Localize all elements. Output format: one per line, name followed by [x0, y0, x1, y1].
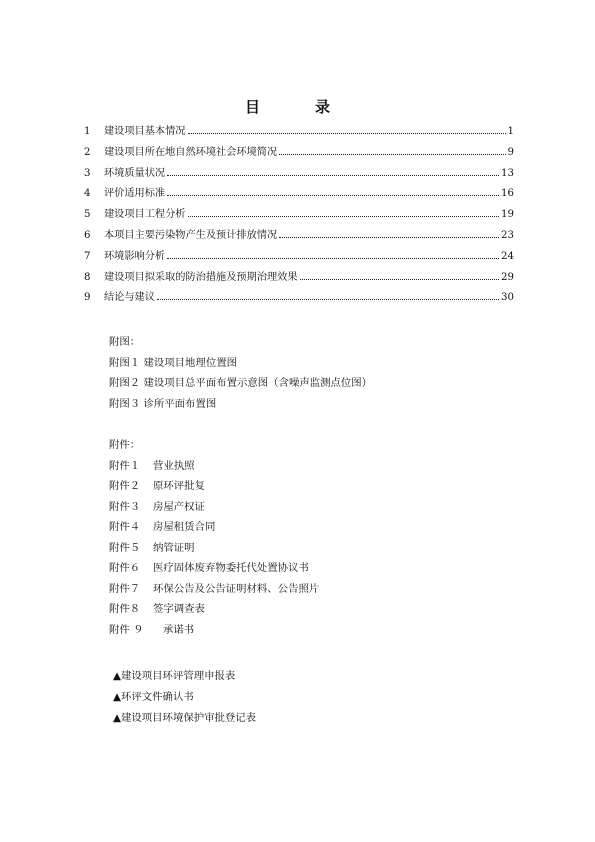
attachment-label: 附件５ — [109, 541, 141, 554]
attachment-name: 房屋租赁合同 — [153, 521, 216, 533]
attachment-item — [109, 559, 319, 580]
toc-leader — [167, 187, 499, 196]
attachment-label: 附件６ — [109, 562, 141, 574]
figure-item: 附图２ 建设项目总平面布置示意图（含噪声监测点位图） — [109, 377, 373, 389]
attachment-label: 附件 ９ — [109, 623, 144, 636]
attachment-item — [109, 477, 319, 498]
attachment-item — [109, 621, 319, 642]
toc-entry[interactable] — [84, 122, 514, 143]
figures-list — [109, 333, 372, 415]
toc-number: 5 — [84, 209, 91, 221]
toc-page-number: 29 — [501, 271, 514, 283]
toc-title: 环境质量状况 — [104, 167, 166, 179]
attachment-name: 营业执照 — [153, 459, 195, 472]
toc-leader — [300, 271, 499, 280]
toc-title: 建设项目所在地自然环境社会环境简况 — [104, 146, 278, 158]
attachment-item — [109, 580, 319, 601]
toc-number: 2 — [84, 146, 91, 158]
form-item: ▲建设项目环评管理申报表 — [113, 670, 236, 682]
toc-entry[interactable] — [84, 143, 514, 164]
toc-leader — [157, 291, 499, 300]
attachment-item — [109, 539, 319, 560]
toc-number: 4 — [84, 188, 91, 200]
toc-leader — [279, 146, 505, 155]
page-title: 目 录 — [244, 98, 350, 116]
toc-entry[interactable] — [84, 164, 514, 185]
toc-leader — [188, 208, 500, 217]
toc-number: 6 — [84, 229, 91, 241]
table-of-contents — [84, 122, 514, 309]
figure-item: 附图１ 建设项目地理位置图 — [109, 356, 237, 369]
toc-leader — [167, 250, 499, 259]
form-item: ▲环评文件确认书 — [113, 690, 194, 703]
toc-title: 结论与建议 — [104, 292, 155, 304]
toc-page-number: 23 — [501, 229, 514, 241]
toc-title: 建设项目拟采取的防治措施及预期治理效果 — [104, 271, 298, 283]
attachment-item — [109, 457, 319, 478]
toc-title: 环境影响分析 — [104, 250, 166, 262]
figures-heading: 附图： — [109, 336, 141, 348]
toc-title: 本项目主要污染物产生及预计排放情况 — [104, 229, 278, 241]
attachment-name: 房屋产权证 — [153, 500, 205, 513]
toc-title: 建设项目工程分析 — [104, 209, 186, 221]
attachment-item — [109, 518, 319, 539]
figure-item: 附图３ 诊所平面布置图 — [109, 397, 217, 410]
toc-page-number: 1 — [507, 126, 514, 137]
toc-page-number: 24 — [501, 250, 514, 262]
toc-entry[interactable] — [84, 184, 514, 205]
toc-page-number: 30 — [501, 292, 514, 304]
attachment-name: 签字调查表 — [153, 603, 205, 615]
attachment-label: 附件１ — [109, 459, 141, 472]
attachments-list — [109, 436, 319, 641]
toc-title: 评价适用标准 — [104, 188, 166, 200]
toc-entry[interactable] — [84, 226, 514, 247]
attachment-name: 纳管证明 — [153, 541, 195, 554]
toc-entry[interactable] — [84, 288, 514, 309]
toc-leader — [167, 167, 499, 176]
toc-page-number: 16 — [501, 188, 514, 200]
toc-entry[interactable] — [84, 205, 514, 226]
toc-number: 3 — [84, 167, 91, 179]
toc-entry[interactable] — [84, 247, 514, 268]
attachment-label: 附件８ — [109, 603, 141, 615]
toc-page-number: 19 — [501, 209, 514, 221]
toc-number: 8 — [84, 271, 91, 283]
attachment-name: 医疗固体废弃物委托代处置协议书 — [153, 562, 309, 574]
attachment-item — [109, 498, 319, 519]
attachment-label: 附件４ — [109, 521, 141, 533]
attachment-name: 原环评批复 — [153, 480, 205, 492]
attachment-name: 环保公告及公告证明材料、公告照片 — [153, 582, 320, 595]
attachment-label: 附件７ — [109, 582, 141, 595]
toc-entry[interactable] — [84, 268, 514, 289]
toc-number: 7 — [84, 250, 91, 262]
attachment-label: 附件３ — [109, 500, 141, 513]
toc-title: 建设项目基本情况 — [104, 126, 186, 137]
toc-number: 1 — [84, 126, 91, 137]
toc-number: 9 — [84, 292, 91, 304]
form-item: ▲建设项目环境保护审批登记表 — [113, 711, 257, 724]
attachments-heading: 附件： — [109, 439, 141, 451]
attachment-name: 承诺书 — [163, 623, 195, 636]
toc-page-number: 13 — [501, 167, 514, 179]
attachment-item — [109, 600, 319, 621]
forms-list — [113, 667, 256, 729]
toc-page-number: 9 — [507, 146, 514, 158]
toc-leader — [188, 125, 506, 134]
toc-leader — [279, 229, 499, 238]
attachment-label: 附件２ — [109, 480, 141, 492]
